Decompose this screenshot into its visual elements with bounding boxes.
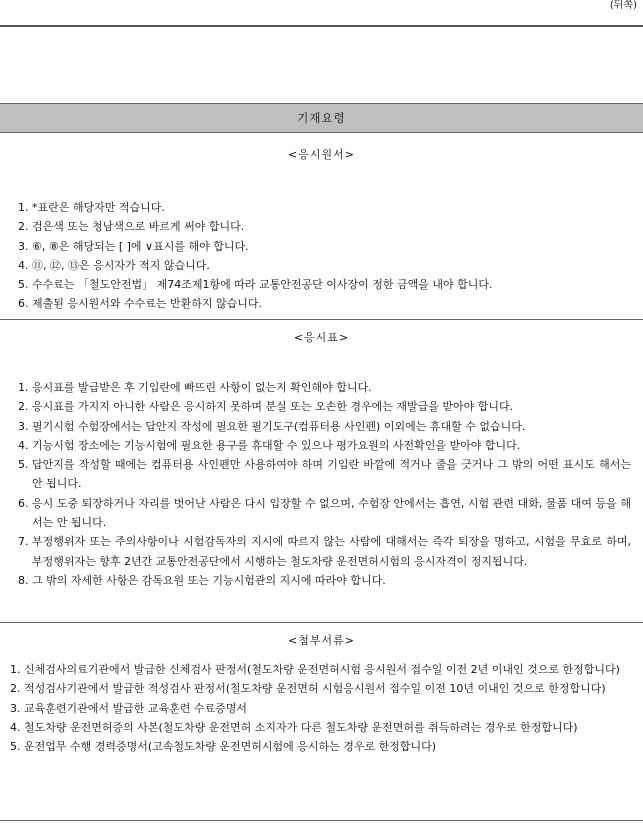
application-item-list <box>0 172 643 314</box>
list-item-text: 수수료는 「철도안전법」 제74조제1항에 따라 교통안전공단 이사장이 정한 금액을 내야 합니다. <box>32 278 493 292</box>
list-item-text: 운전업무 수행 경력증명서(고속철도차량 운전면허시험에 응시하는 경우로 한정합니다) <box>24 740 437 754</box>
list-item <box>10 699 635 718</box>
attachments-section <box>0 623 643 820</box>
list-item-number: 5. <box>10 740 24 754</box>
guide-table <box>0 103 643 821</box>
list-item-number: 2. <box>18 220 32 234</box>
list-item-text: 필기시험 수험장에서는 답안지 작성에 필요한 필기도구(컴퓨터용 사인펜) 이외에는 휴대할 수 없습니다. <box>32 419 526 433</box>
list-item-number: 4. <box>18 438 32 452</box>
application-section-title: <응시원서> <box>288 148 355 161</box>
list-item-text: 응시 도중 퇴장하거나 자리를 벗어난 사람은 다시 입장할 수 없으며, 수험장 안에서는 흡연, 시험 관련 대화, 물품 대여 등을 해서는 안 됩니다. <box>32 496 631 530</box>
guide-table-header: 기재요령 <box>0 104 643 133</box>
list-item <box>18 397 631 416</box>
list-item-text: 응시표를 발급받은 후 기입란에 빠뜨린 사항이 없는지 확인해야 합니다. <box>32 381 372 394</box>
list-item-number: 4. <box>10 720 24 734</box>
top-divider <box>0 25 643 27</box>
list-item-number: 5. <box>18 458 32 472</box>
list-item-text: 응시표를 가지지 아니한 사람은 응시하지 못하며 분실 또는 오손한 경우에는 재발급을 받아야 합니다. <box>32 400 514 414</box>
list-item-text: 제출된 응시원서와 수수료는 반환하지 않습니다. <box>32 297 263 311</box>
attachments-item-list <box>0 658 643 756</box>
list-item <box>10 718 635 737</box>
page-side-mark: (뒤쪽) <box>609 0 637 11</box>
list-item <box>18 494 631 533</box>
list-item <box>18 294 631 313</box>
list-item-number: 6. <box>18 297 32 311</box>
list-item <box>18 571 631 590</box>
list-item-number: 1. <box>10 663 24 676</box>
list-item <box>18 378 631 397</box>
ticket-section-title: <응시표> <box>293 331 350 344</box>
list-item-number: 5. <box>18 278 32 292</box>
list-item-number: 8. <box>18 573 32 587</box>
list-item-number: 7. <box>18 535 32 549</box>
list-item <box>18 217 631 236</box>
list-item <box>18 198 631 217</box>
list-item-text: 부정행위자 또는 주의사항이나 시험감독자의 지시에 따르지 않는 사람에 대해서는 즉각 퇴장을 명하고, 시험을 무효로 하며, 부정행위자는 향후 2년간 교통안전공단에서 시행하는 철도차량 운전면허시험의 응시자격이 정지됩니다. <box>32 535 631 568</box>
list-item <box>18 455 631 494</box>
list-item-text: 그 밖의 자세한 사항은 감독요원 또는 기능시험관의 지시에 따라야 합니다. <box>32 573 386 587</box>
list-item-text: 검은색 또는 청남색으로 바르게 써야 합니다. <box>32 220 245 234</box>
list-item-number: 1. <box>18 201 32 214</box>
list-item <box>18 275 631 294</box>
list-item-number: 2. <box>10 682 24 696</box>
list-item-number: 3. <box>10 701 24 715</box>
list-item-text: ⑪, ⑫, ⑬은 응시자가 적지 않습니다. <box>32 258 210 272</box>
attachments-section-title: <첨부서류> <box>288 634 355 647</box>
list-item-text: 기능시험 장소에는 기능시험에 필요한 용구를 휴대할 수 있으나 평가요원의 사전확인을 받아야 합니다. <box>32 438 521 452</box>
list-item-number: 4. <box>18 258 32 272</box>
list-item-number: 1. <box>18 381 32 394</box>
list-item <box>18 237 631 256</box>
list-item-text: *표란은 해당자만 적습니다. <box>32 201 165 214</box>
list-item <box>18 532 631 571</box>
list-item <box>18 417 631 436</box>
list-item <box>18 436 631 455</box>
list-item-number: 2. <box>18 400 32 414</box>
list-item-text: 답안지를 작성할 때에는 컴퓨터용 사인펜만 사용하여야 하며 기입란 바깥에 적거나 줄을 긋거나 그 밖의 어떤 표시도 해서는 안 됩니다. <box>32 458 631 491</box>
list-item-text: 교육훈련기관에서 발급한 교육훈련 수료증명서 <box>24 701 248 715</box>
ticket-section <box>0 320 643 623</box>
list-item <box>10 679 635 698</box>
list-item-number: 3. <box>18 239 32 253</box>
list-item-number: 3. <box>18 419 32 433</box>
list-item-number: 6. <box>18 496 32 510</box>
list-item-text: ⑥, ⑧은 해당되는 [ ]에 ∨표시를 해야 합니다. <box>32 239 249 253</box>
ticket-item-list <box>0 355 643 590</box>
list-item-text: 신체검사의료기관에서 발급한 신체검사 판정서(철도차량 운전면허시험 응시원서 접수일 이전 2년 이내인 것으로 한정합니다) <box>24 663 620 676</box>
list-item-text: 적성검사기관에서 발급한 적성검사 판정서(철도차량 운전면허 시험응시원서 접수일 이전 10년 이내인 것으로 한정합니다) <box>24 682 606 696</box>
application-section <box>0 133 643 320</box>
list-item <box>18 256 631 275</box>
list-item <box>10 660 635 679</box>
list-item-text: 철도차량 운전면허증의 사본(철도차량 운전면허 소지자가 다른 철도차량 운전면허를 취득하려는 경우로 한정합니다) <box>24 720 578 734</box>
list-item <box>10 737 635 756</box>
